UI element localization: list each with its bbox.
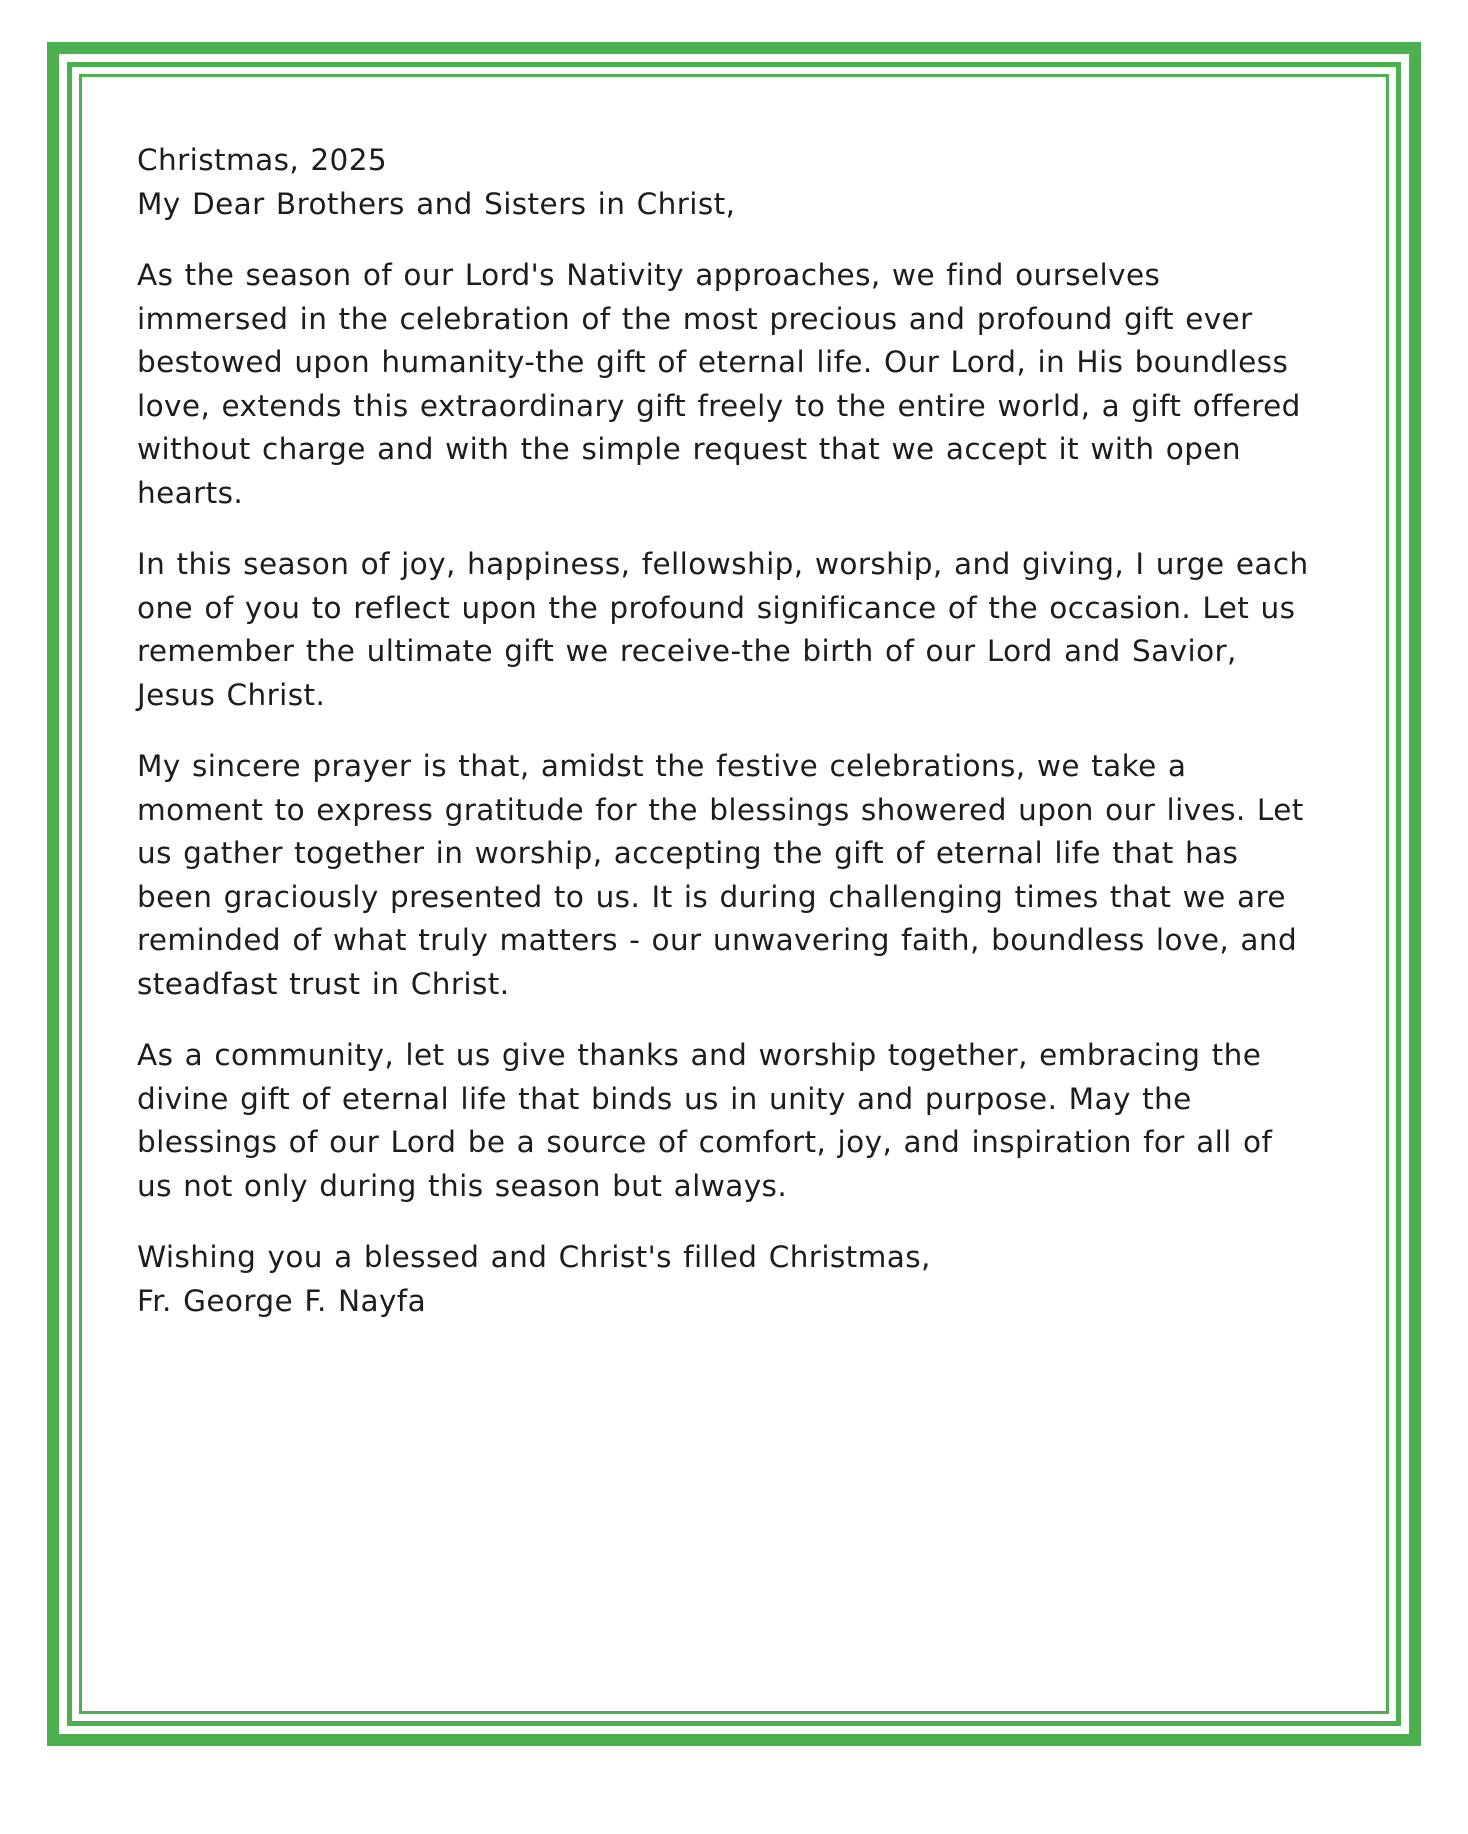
letter-date: Christmas, 2025	[137, 143, 388, 177]
letter-paragraph-1: As the season of our Lord's Nativity approaches, we find ourselves immersed in the celebration of the most precious and profound gift ever bestowed upon humanity-the gift of eternal life. Our Lord, in His boundless love, extends this extraordinary gift freely to the entire world, a gift offered without charge and with the simple request that we accept it with open hearts.	[137, 258, 1301, 510]
letter-paragraph-3: My sincere prayer is that, amidst the festive celebrations, we take a moment to express gratitude for the blessings showered upon our lives. Let us gather together in worship, accepting the gift of eternal life that has been graciously presented to us. It is during challenging times that we are reminded of what truly matters - our unwavering faith, boundless love, and steadfast trust in Christ.	[137, 749, 1304, 1001]
letter-content	[82, 77, 1386, 1711]
letter-salutation: My Dear Brothers and Sisters in Christ,	[137, 186, 736, 221]
letter-signature: Fr. George F. Nayfa	[137, 1283, 427, 1318]
letter-body	[137, 139, 1314, 1323]
letter-closing-wish: Wishing you a blessed and Christ's filled Christmas,	[137, 1240, 931, 1274]
letter-closing	[137, 1236, 1314, 1323]
letter-paragraph-4: As a community, let us give thanks and worship together, embracing the divine gift of eternal life that binds us in unity and purpose. May the blessings of our Lord be a source of comfort, joy, and inspiration for all of us not only during this season but always.	[137, 1038, 1273, 1203]
decorative-border-inner	[79, 74, 1389, 1714]
decorative-border-outer	[47, 42, 1421, 1746]
decorative-border-middle	[67, 62, 1401, 1726]
letter-paragraph-2: In this season of joy, happiness, fellowship, worship, and giving, I urge each one of you to reflect upon the profound significance of the occasion. Let us remember the ultimate gift we receive-the birth of our Lord and Savior, Jesus Christ.	[137, 547, 1309, 712]
letter-heading	[137, 139, 1314, 226]
